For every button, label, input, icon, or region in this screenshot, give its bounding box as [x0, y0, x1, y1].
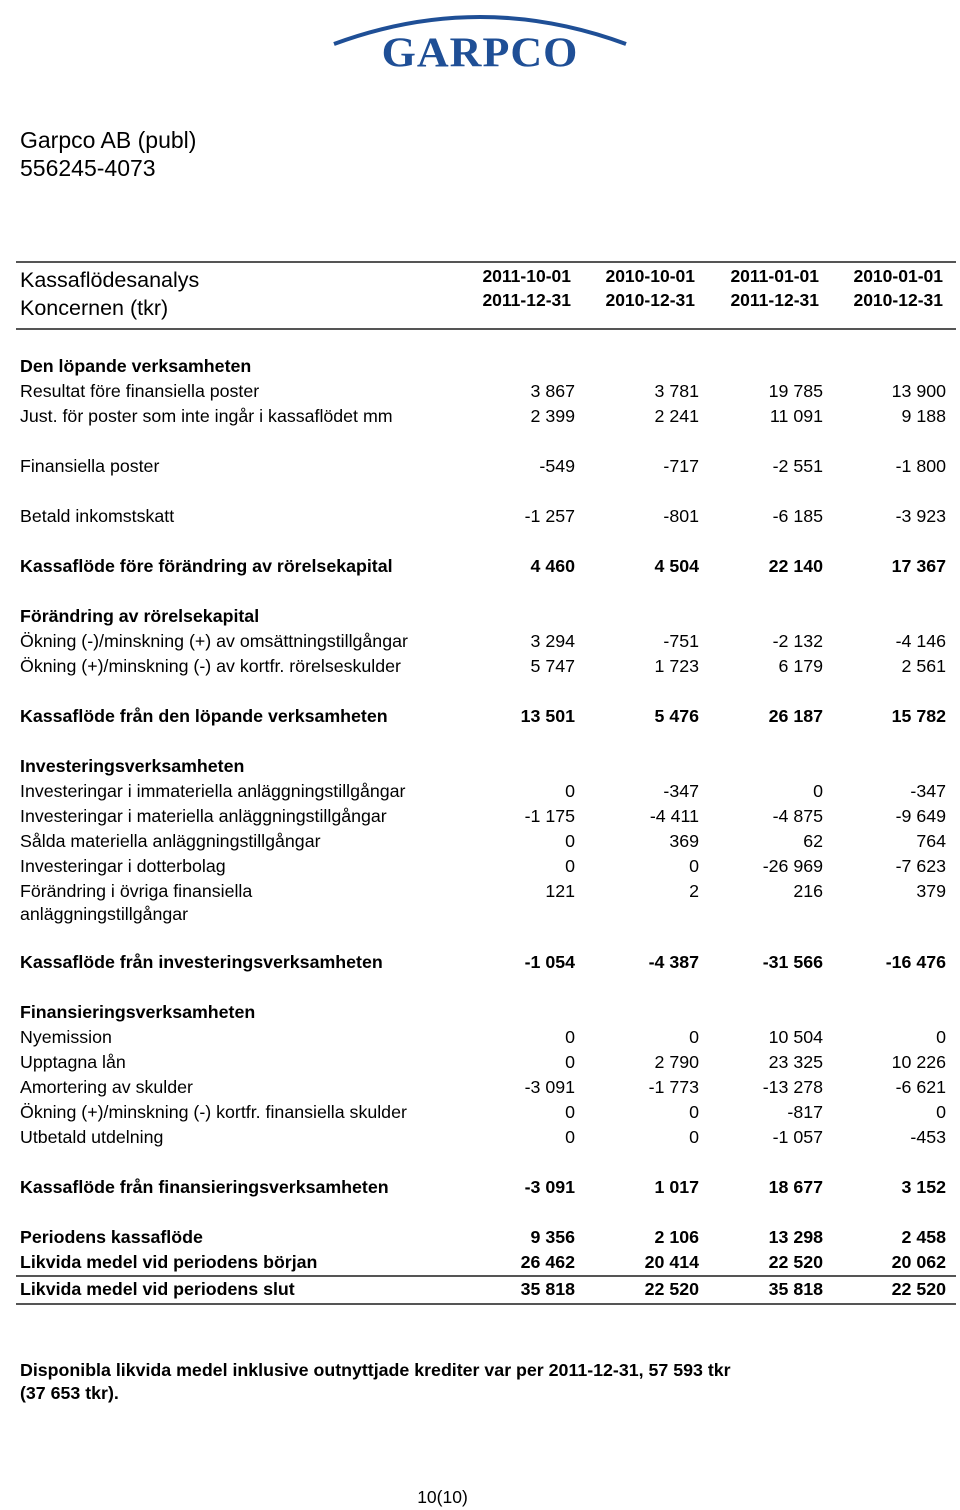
subtotal-row	[0, 950, 960, 974]
row-value: 1 723	[654, 656, 699, 676]
table-row	[0, 629, 960, 653]
total-rule-bottom	[16, 1303, 956, 1305]
table-row	[0, 504, 960, 528]
row-value: 121	[545, 881, 575, 901]
report-title	[20, 266, 199, 322]
row-value: 0	[689, 856, 699, 876]
row-value: -4 146	[895, 631, 946, 651]
table-row	[0, 454, 960, 478]
row-value: 22 520	[768, 1252, 823, 1272]
table-row	[0, 879, 960, 903]
row-value: -453	[910, 1127, 946, 1147]
total-row	[0, 1277, 960, 1301]
row-label: Sålda materiella anläggningstillgångar	[20, 831, 321, 851]
row-label: Ökning (+)/minskning (-) kortfr. finansiella skulder	[20, 1102, 407, 1122]
row-label: Amortering av skulder	[20, 1077, 193, 1097]
row-value: 10 504	[768, 1027, 823, 1047]
row-value: 2 241	[654, 406, 699, 426]
row-value: -4 875	[772, 806, 823, 826]
row-value: 6 179	[778, 656, 823, 676]
row-label: Investeringar i materiella anläggningstillgångar	[20, 806, 387, 826]
row-value: 10 226	[891, 1052, 946, 1072]
note-line: Disponibla likvida medel inklusive outnyttjade krediter var per 2011-12-31, 57 593 tkr	[20, 1360, 731, 1380]
row-value: -717	[663, 456, 699, 476]
row-label: Investeringar i dotterbolag	[20, 856, 226, 876]
row-value: 0	[565, 1102, 575, 1122]
row-value: 0	[565, 1127, 575, 1147]
table-row	[0, 1025, 960, 1049]
row-label: Investeringsverksamheten	[20, 756, 245, 776]
row-value: 11 091	[769, 406, 823, 426]
table-row	[0, 1100, 960, 1124]
table-row	[0, 379, 960, 403]
row-value: -16 476	[885, 952, 946, 972]
row-value: 23 325	[768, 1052, 823, 1072]
row-value: 5 747	[530, 656, 575, 676]
row-value: 2 790	[654, 1052, 699, 1072]
note-line: (37 653 tkr).	[20, 1383, 119, 1403]
row-value: -3 923	[895, 506, 946, 526]
row-label: Utbetald utdelning	[20, 1127, 164, 1147]
row-value: 2 106	[654, 1227, 699, 1247]
header-rule-top	[16, 261, 956, 263]
row-value: 62	[803, 831, 823, 851]
period-to: 2010-12-31	[605, 290, 695, 310]
row-value: -2 551	[772, 456, 823, 476]
row-value: 0	[565, 856, 575, 876]
row-value: 4 460	[530, 556, 575, 576]
row-value: 2 561	[901, 656, 946, 676]
row-value: 2 458	[901, 1227, 946, 1247]
row-value: -1 054	[524, 952, 575, 972]
row-value: 0	[565, 831, 575, 851]
row-label: Upptagna lån	[20, 1052, 126, 1072]
row-value: -4 387	[648, 952, 699, 972]
row-value: 18 677	[768, 1177, 823, 1197]
row-label: Periodens kassaflöde	[20, 1227, 203, 1247]
row-label: Likvida medel vid periodens början	[20, 1252, 318, 1272]
row-value: 26 187	[768, 706, 823, 726]
company-name: Garpco AB (publ)	[20, 127, 197, 153]
row-label: anläggningstillgångar	[20, 904, 189, 924]
table-row	[0, 1050, 960, 1074]
header-rule-bottom	[16, 328, 956, 330]
row-value: 13 900	[891, 381, 946, 401]
period-from: 2011-01-01	[730, 266, 819, 286]
period-to: 2011-12-31	[730, 290, 819, 310]
row-value: 2 399	[530, 406, 575, 426]
period-to: 2011-12-31	[482, 290, 571, 310]
row-value: -1 773	[648, 1077, 699, 1097]
row-value: 3 294	[530, 631, 575, 651]
row-value: -2 132	[772, 631, 823, 651]
row-value: 19 785	[768, 381, 823, 401]
org-number: 556245-4073	[20, 155, 156, 181]
row-value: 22 520	[644, 1279, 699, 1299]
row-value: 9 356	[530, 1227, 575, 1247]
section-heading	[0, 754, 960, 778]
row-value: -6 185	[772, 506, 823, 526]
row-value: 0	[689, 1027, 699, 1047]
row-value: 0	[813, 781, 823, 801]
row-value: -6 621	[895, 1077, 946, 1097]
row-value: 17 367	[891, 556, 946, 576]
row-label: Investeringar i immateriella anläggningstillgångar	[20, 781, 406, 801]
row-label: Kassaflöde från den löpande verksamheten	[20, 706, 388, 726]
period-to: 2010-12-31	[853, 290, 943, 310]
table-row-continuation	[0, 902, 960, 926]
row-value: -4 411	[649, 806, 699, 826]
row-value: 3 867	[530, 381, 575, 401]
row-value: 0	[565, 781, 575, 801]
row-value: 20 062	[891, 1252, 946, 1272]
row-label: Resultat före finansiella poster	[20, 381, 260, 401]
row-label: Kassaflöde från finansieringsverksamheten	[20, 1177, 389, 1197]
row-value: 2	[689, 881, 699, 901]
logo-text: GARPCO	[381, 29, 579, 76]
row-label: Nyemission	[20, 1027, 112, 1047]
row-value: -26 969	[762, 856, 823, 876]
row-value: -13 278	[762, 1077, 823, 1097]
row-value: 379	[916, 881, 946, 901]
row-value: 22 140	[768, 556, 823, 576]
total-row	[0, 1250, 960, 1274]
row-value: -9 649	[895, 806, 946, 826]
section-heading	[0, 1000, 960, 1024]
row-value: 26 462	[520, 1252, 575, 1272]
row-value: -1 257	[524, 506, 575, 526]
table-row	[0, 829, 960, 853]
row-value: 13 501	[520, 706, 575, 726]
period-header	[575, 264, 695, 312]
row-value: 0	[936, 1027, 946, 1047]
section-heading	[0, 354, 960, 378]
row-value: -801	[663, 506, 699, 526]
row-value: 0	[689, 1127, 699, 1147]
table-row	[0, 1125, 960, 1149]
row-value: -1 057	[772, 1127, 823, 1147]
row-value: 15 782	[891, 706, 946, 726]
row-value: 0	[936, 1102, 946, 1122]
table-row	[0, 779, 960, 803]
row-label: Ökning (+)/minskning (-) av kortfr. rörelseskulder	[20, 656, 401, 676]
company-header	[20, 126, 196, 182]
table-row	[0, 404, 960, 428]
subtotal-row	[0, 554, 960, 578]
row-value: 9 188	[901, 406, 946, 426]
row-label: Betald inkomstskatt	[20, 506, 175, 526]
row-label: Finansiella poster	[20, 456, 160, 476]
row-value: 13 298	[768, 1227, 823, 1247]
row-value: 0	[689, 1102, 699, 1122]
table-row	[0, 804, 960, 828]
row-value: 0	[565, 1052, 575, 1072]
period-header	[823, 264, 943, 312]
row-value: 5 476	[654, 706, 699, 726]
row-value: -751	[663, 631, 699, 651]
subtotal-row	[0, 1175, 960, 1199]
row-value: -7 623	[895, 856, 946, 876]
report-title-line1: Kassaflödesanalys	[20, 268, 200, 292]
row-label: Kassaflöde från investeringsverksamheten	[20, 952, 383, 972]
row-value: -3 091	[524, 1077, 575, 1097]
row-value: 369	[669, 831, 699, 851]
table-row	[0, 854, 960, 878]
row-value: -347	[663, 781, 699, 801]
row-label: Den löpande verksamheten	[20, 356, 252, 376]
liquidity-note	[20, 1359, 900, 1405]
period-from: 2010-01-01	[853, 266, 943, 286]
table-row	[0, 1075, 960, 1099]
row-value: 1 017	[654, 1177, 699, 1197]
row-value: -3 091	[524, 1177, 575, 1197]
period-header	[451, 264, 571, 312]
row-value: 22 520	[891, 1279, 946, 1299]
row-value: -1 175	[524, 806, 575, 826]
period-from: 2010-10-01	[605, 266, 695, 286]
total-row	[0, 1225, 960, 1249]
row-value: 35 818	[768, 1279, 823, 1299]
row-label: Förändring av rörelsekapital	[20, 606, 260, 626]
row-label: Just. för poster som inte ingår i kassaflödet mm	[20, 406, 393, 426]
subtotal-row	[0, 704, 960, 728]
row-value: -31 566	[762, 952, 823, 972]
row-value: 216	[793, 881, 823, 901]
row-value: -817	[787, 1102, 823, 1122]
section-heading	[0, 604, 960, 628]
row-value: 764	[916, 831, 946, 851]
row-value: 0	[565, 1027, 575, 1047]
row-label: Kassaflöde före förändring av rörelsekapital	[20, 556, 393, 576]
period-from: 2011-10-01	[482, 266, 571, 286]
table-row	[0, 654, 960, 678]
report-title-line2: Koncernen (tkr)	[20, 296, 169, 320]
row-label: Likvida medel vid periodens slut	[20, 1279, 295, 1299]
row-value: 4 504	[654, 556, 699, 576]
period-header	[699, 264, 819, 312]
row-label: Ökning (-)/minskning (+) av omsättningstillgångar	[20, 631, 408, 651]
row-value: -549	[539, 456, 575, 476]
page-number: 10(10)	[417, 1487, 468, 1507]
row-value: -347	[910, 781, 946, 801]
garpco-logo	[0, 0, 960, 80]
row-label: Finansieringsverksamheten	[20, 1002, 256, 1022]
row-value: 20 414	[644, 1252, 699, 1272]
row-value: 35 818	[520, 1279, 575, 1299]
row-label: Förändring i övriga finansiella	[20, 881, 253, 901]
row-value: -1 800	[895, 456, 946, 476]
row-value: 3 781	[654, 381, 699, 401]
row-value: 3 152	[901, 1177, 946, 1197]
